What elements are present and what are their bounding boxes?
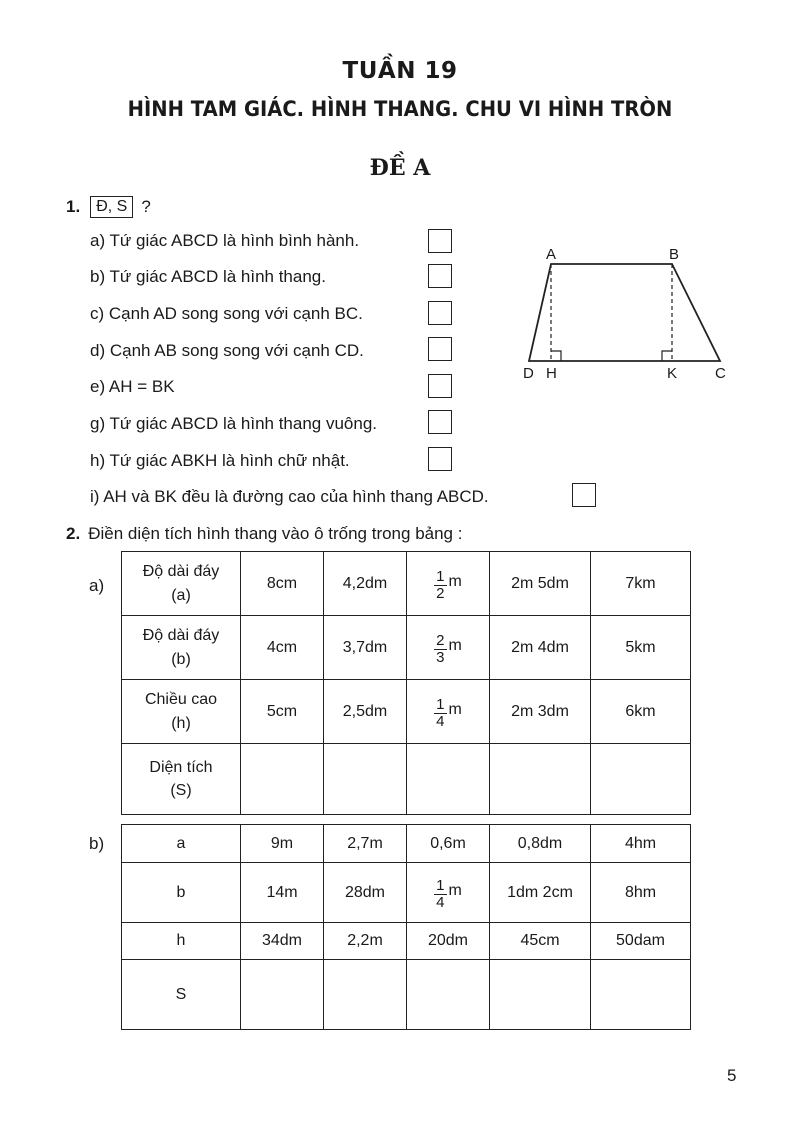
value-cell: 4,2dm bbox=[324, 552, 407, 616]
page-number: 5 bbox=[727, 1066, 737, 1085]
row-header bbox=[122, 616, 241, 680]
value-cell: 2m 4dm bbox=[490, 616, 591, 680]
right-angle-k bbox=[662, 351, 672, 361]
value-cell: 45cm bbox=[490, 923, 591, 960]
question-2-header bbox=[66, 524, 462, 544]
fraction-value bbox=[434, 633, 462, 666]
fraction-unit: m bbox=[448, 881, 462, 899]
value-cell: 4hm bbox=[591, 825, 691, 863]
true-false-label: Đ, S bbox=[90, 196, 133, 218]
right-angle-h bbox=[551, 351, 561, 361]
table-row bbox=[122, 960, 691, 1030]
value-cell: 2,5dm bbox=[324, 680, 407, 744]
fraction-stack bbox=[434, 697, 446, 730]
value-cell: 1dm 2cm bbox=[490, 863, 591, 923]
fraction-stack bbox=[434, 569, 446, 602]
row-header-line2: (a) bbox=[171, 586, 191, 604]
table-row bbox=[122, 680, 691, 744]
answer-box-e[interactable] bbox=[428, 374, 452, 398]
answer-cell[interactable] bbox=[591, 960, 691, 1030]
fraction-denominator: 4 bbox=[436, 894, 445, 911]
value-cell: 34dm bbox=[241, 923, 324, 960]
row-header-line1: Độ dài đáy bbox=[142, 627, 220, 645]
vertex-label-b: B bbox=[669, 246, 680, 263]
vertex-label-c: C bbox=[715, 365, 726, 382]
value-cell: 5cm bbox=[241, 680, 324, 744]
row-header: S bbox=[122, 960, 241, 1030]
row-header bbox=[122, 552, 241, 616]
answer-box-d[interactable] bbox=[428, 337, 452, 361]
topic-title: HÌNH TAM GIÁC. HÌNH THANG. CHU VI HÌNH TRÒN bbox=[127, 97, 673, 121]
answer-box-h[interactable] bbox=[428, 447, 452, 471]
answer-cell[interactable] bbox=[324, 744, 407, 815]
question-2-instruction: Điền diện tích hình thang vào ô trống trong bảng : bbox=[88, 524, 463, 543]
value-cell bbox=[407, 680, 490, 744]
value-cell: 5km bbox=[591, 616, 691, 680]
trapezoid-abcd bbox=[529, 264, 720, 361]
value-cell: 28dm bbox=[324, 863, 407, 923]
answer-box-a[interactable] bbox=[428, 229, 452, 253]
value-cell: 0,8dm bbox=[490, 825, 591, 863]
exercise-set-title: ĐỀ A bbox=[369, 155, 431, 181]
fraction-denominator: 3 bbox=[436, 649, 445, 666]
value-cell: 8hm bbox=[591, 863, 691, 923]
value-cell: 2,2m bbox=[324, 923, 407, 960]
row-header bbox=[122, 744, 241, 815]
vertex-label-d: D bbox=[523, 365, 534, 382]
question-2-number: 2. bbox=[66, 524, 81, 543]
table-row bbox=[122, 616, 691, 680]
row-header-line2: (b) bbox=[171, 650, 191, 668]
statement-b: b) Tứ giác ABCD là hình thang. bbox=[90, 267, 326, 286]
row-header-line2: (S) bbox=[170, 782, 192, 799]
part-a-label: a) bbox=[89, 576, 105, 595]
value-cell: 6km bbox=[591, 680, 691, 744]
question-1-header bbox=[66, 196, 151, 218]
value-cell bbox=[407, 863, 490, 923]
value-cell: 2m 3dm bbox=[490, 680, 591, 744]
part-b-label: b) bbox=[89, 834, 105, 853]
value-cell bbox=[407, 552, 490, 616]
value-cell: 3,7dm bbox=[324, 616, 407, 680]
fraction-denominator: 2 bbox=[436, 585, 445, 602]
fraction-numerator: 1 bbox=[436, 696, 445, 714]
answer-box-b[interactable] bbox=[428, 264, 452, 288]
answer-cell[interactable] bbox=[591, 744, 691, 815]
answer-cell[interactable] bbox=[241, 744, 324, 815]
table-row bbox=[122, 825, 691, 863]
value-cell: 7km bbox=[591, 552, 691, 616]
fraction-value bbox=[434, 569, 462, 602]
value-cell: 4cm bbox=[241, 616, 324, 680]
value-cell: 8cm bbox=[241, 552, 324, 616]
table-row bbox=[122, 863, 691, 923]
value-cell bbox=[407, 616, 490, 680]
value-cell: 2,7m bbox=[324, 825, 407, 863]
row-header: h bbox=[122, 923, 241, 960]
row-header bbox=[122, 680, 241, 744]
answer-cell[interactable] bbox=[490, 960, 591, 1030]
table-part-b bbox=[121, 824, 691, 1030]
statement-e: e) AH = BK bbox=[90, 377, 175, 396]
fraction-numerator: 1 bbox=[436, 568, 445, 586]
value-cell: 50dam bbox=[591, 923, 691, 960]
answer-cell[interactable] bbox=[490, 744, 591, 815]
question-1-number: 1. bbox=[66, 197, 81, 216]
statement-h: h) Tứ giác ABKH là hình chữ nhật. bbox=[90, 451, 350, 470]
statement-a: a) Tứ giác ABCD là hình bình hành. bbox=[90, 231, 360, 250]
fraction-unit: m bbox=[448, 636, 462, 654]
answer-box-i[interactable] bbox=[572, 483, 596, 507]
fraction-unit: m bbox=[448, 572, 462, 590]
row-header-line1: Độ dài đáy bbox=[142, 563, 220, 581]
table-row bbox=[122, 923, 691, 960]
table-row bbox=[122, 552, 691, 616]
trapezoid-figure bbox=[515, 240, 745, 385]
fraction-numerator: 2 bbox=[436, 632, 445, 650]
point-label-k: K bbox=[667, 365, 678, 382]
point-label-h: H bbox=[546, 365, 557, 382]
answer-cell[interactable] bbox=[241, 960, 324, 1030]
statement-g: g) Tứ giác ABCD là hình thang vuông. bbox=[90, 414, 378, 433]
value-cell: 2m 5dm bbox=[490, 552, 591, 616]
question-mark: ? bbox=[141, 197, 151, 216]
row-header-line1: Diện tích bbox=[149, 758, 213, 776]
week-title: TUẦN 19 bbox=[342, 58, 458, 84]
fraction-denominator: 4 bbox=[436, 713, 445, 730]
vertex-label-a: A bbox=[546, 246, 557, 263]
fraction-numerator: 1 bbox=[436, 877, 445, 895]
fraction-value bbox=[434, 697, 462, 730]
fraction-stack bbox=[434, 878, 446, 911]
answer-cell[interactable] bbox=[407, 744, 490, 815]
value-cell: 20dm bbox=[407, 923, 490, 960]
row-header-line2: (h) bbox=[171, 714, 191, 732]
row-header: b bbox=[122, 863, 241, 923]
fraction-value bbox=[434, 878, 462, 911]
answer-box-c[interactable] bbox=[428, 301, 452, 325]
table-part-a bbox=[121, 551, 691, 815]
row-header: a bbox=[122, 825, 241, 863]
value-cell: 0,6m bbox=[407, 825, 490, 863]
value-cell: 14m bbox=[241, 863, 324, 923]
row-header-line1: Chiều cao bbox=[144, 691, 218, 709]
fraction-stack bbox=[434, 633, 446, 666]
statement-i: i) AH và BK đều là đường cao của hình thang ABCD. bbox=[90, 487, 489, 506]
answer-box-g[interactable] bbox=[428, 410, 452, 434]
value-cell: 9m bbox=[241, 825, 324, 863]
answer-cell[interactable] bbox=[324, 960, 407, 1030]
answer-cell[interactable] bbox=[407, 960, 490, 1030]
fraction-unit: m bbox=[448, 700, 462, 718]
statement-c: c) Cạnh AD song song với cạnh BC. bbox=[90, 304, 363, 323]
table-row bbox=[122, 744, 691, 815]
statement-d: d) Cạnh AB song song với cạnh CD. bbox=[90, 341, 364, 360]
